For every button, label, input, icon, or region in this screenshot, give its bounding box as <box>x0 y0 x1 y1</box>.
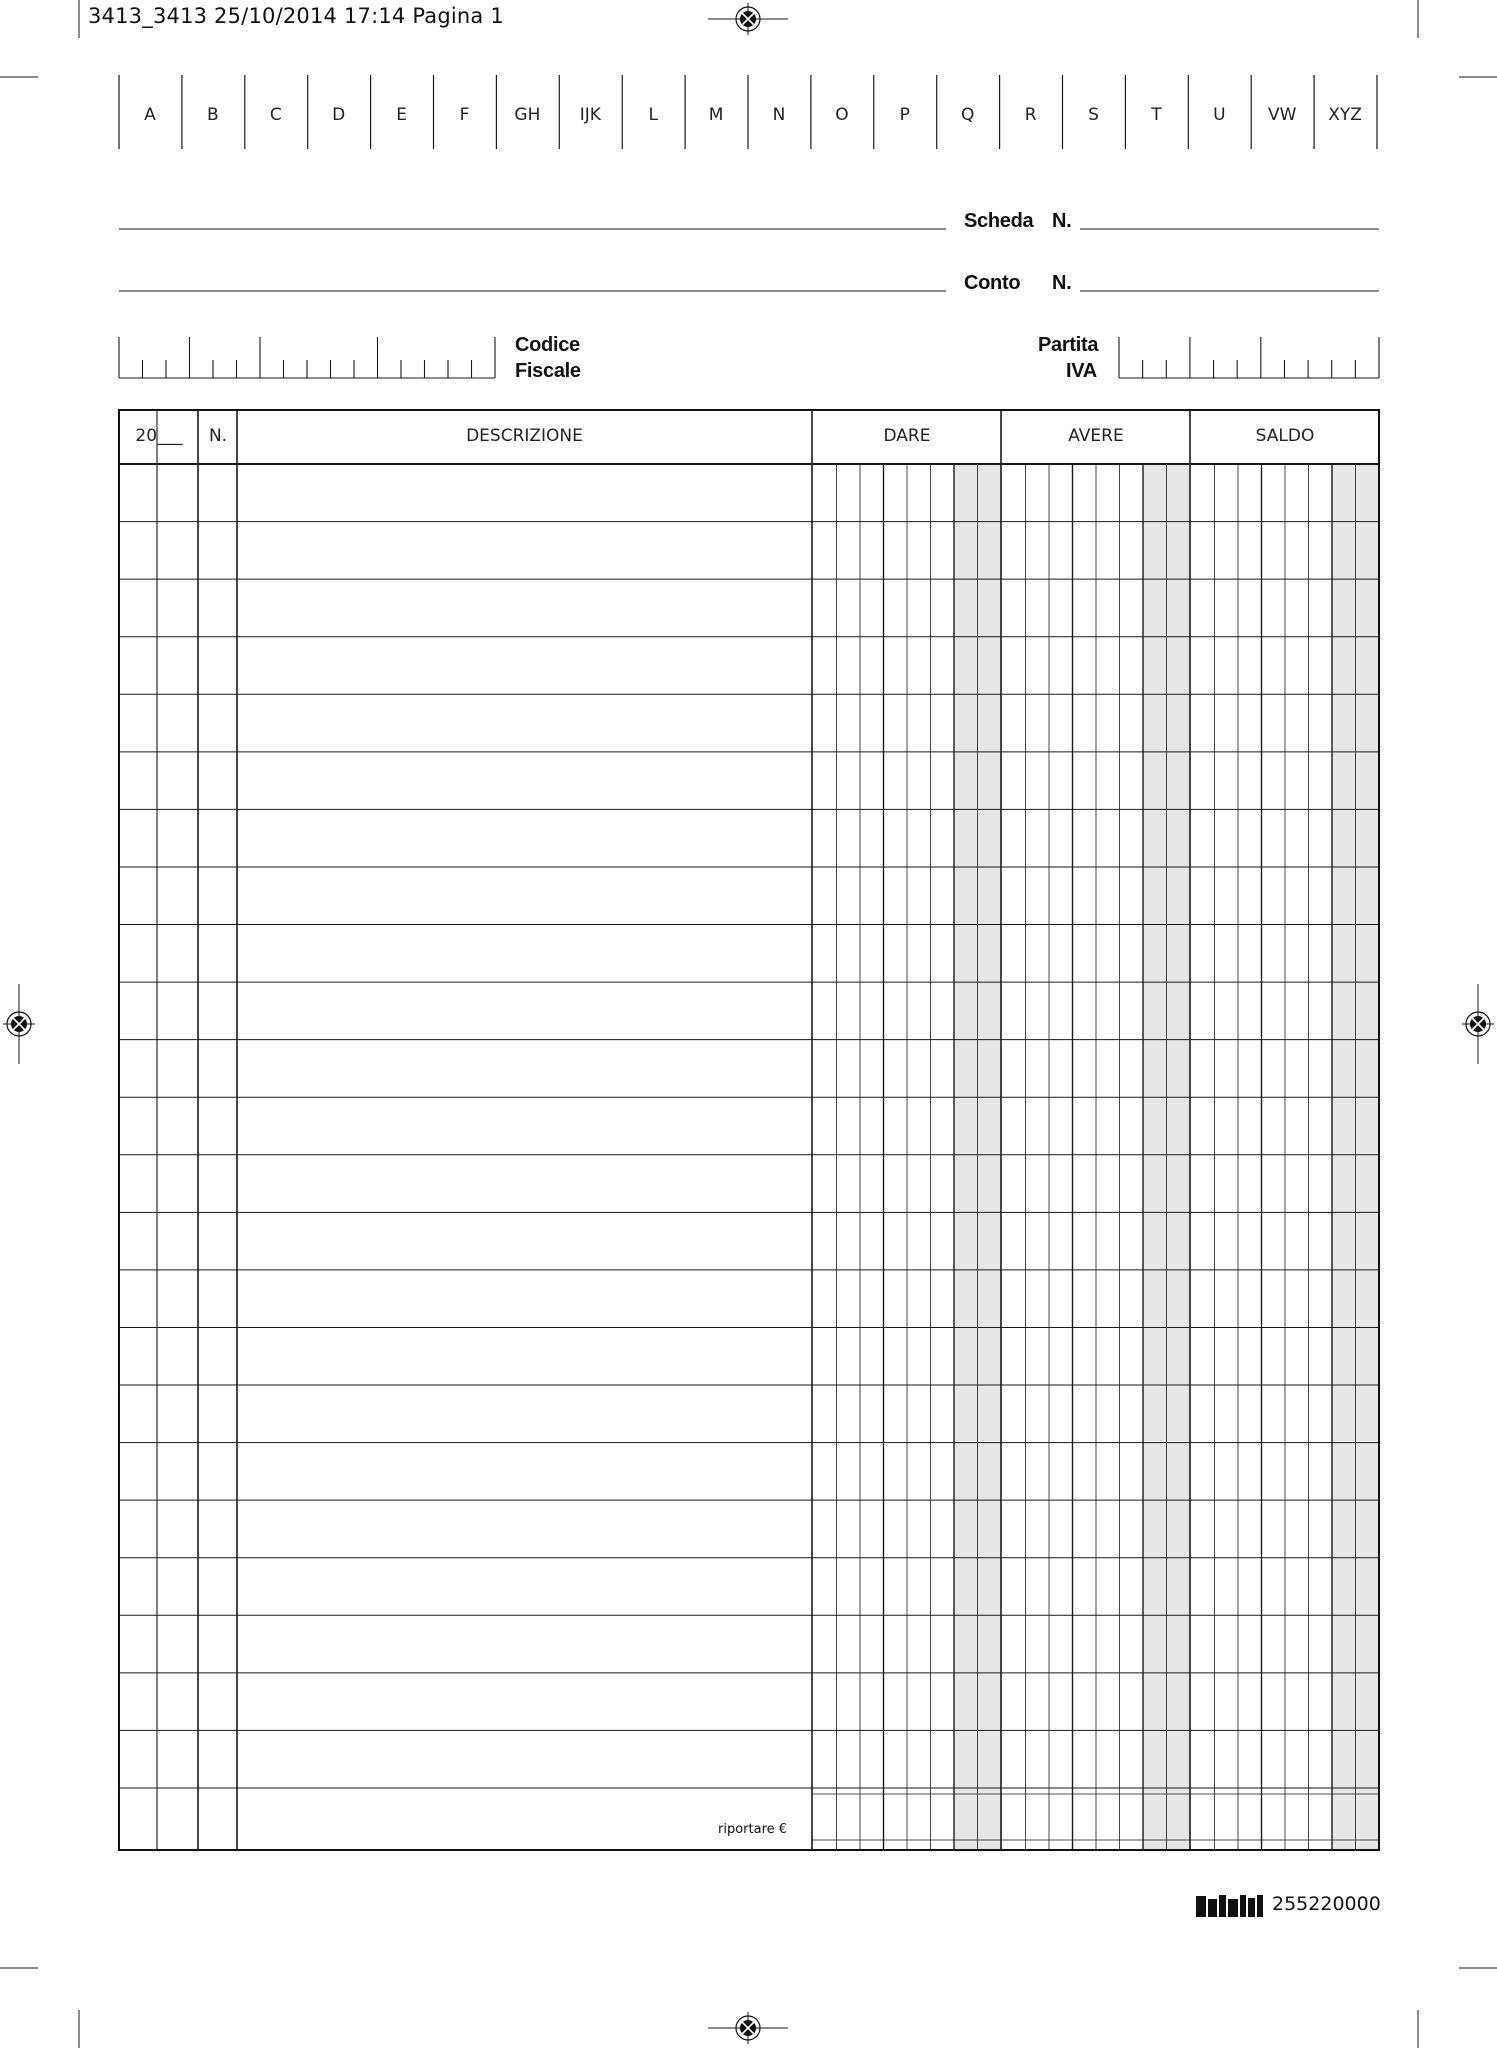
year-column-header: 20___ <box>135 426 183 446</box>
index-letter: B <box>207 105 219 125</box>
index-letter: T <box>1151 105 1162 125</box>
index-letter: N <box>772 105 786 125</box>
partita-label: Partita <box>1038 334 1099 356</box>
index-letter: D <box>332 105 346 125</box>
scheda-number-label: N. <box>1052 210 1072 232</box>
product-code: 255220000 <box>1272 1893 1381 1915</box>
index-letter: VW <box>1267 105 1297 125</box>
index-letter: R <box>1024 105 1037 125</box>
index-letter: Q <box>960 105 975 125</box>
index-letter: E <box>396 105 407 125</box>
conto-label: Conto <box>964 272 1021 294</box>
conto-number-label: N. <box>1052 272 1072 294</box>
avere-column-header: AVERE <box>1068 426 1124 446</box>
index-letter: F <box>459 105 470 125</box>
index-letter: M <box>708 105 724 125</box>
dare-column-header: DARE <box>883 426 931 446</box>
saldo-column-header: SALDO <box>1255 426 1315 446</box>
codice-label: Codice <box>515 334 580 356</box>
index-letter: A <box>144 105 156 125</box>
scheda-label: Scheda <box>964 210 1034 232</box>
brand-logo <box>1196 1893 1264 1919</box>
index-letter: S <box>1088 105 1099 125</box>
index-letter: C <box>269 105 282 125</box>
index-letter: L <box>648 105 658 125</box>
carry-forward-label: riportare € <box>718 1822 788 1837</box>
number-column-header: N. <box>208 426 228 446</box>
index-letter: P <box>899 105 910 125</box>
description-column-header: DESCRIZIONE <box>466 426 583 446</box>
index-letter: GH <box>514 105 541 125</box>
print-header: 3413_3413 25/10/2014 17:14 Pagina 1 <box>88 4 504 28</box>
iva-label: IVA <box>1066 360 1097 382</box>
index-letter: IJK <box>579 105 601 125</box>
index-letter: U <box>1213 105 1226 125</box>
index-letter: O <box>835 105 849 125</box>
fiscale-label: Fiscale <box>515 360 581 382</box>
index-letter: XYZ <box>1328 105 1362 125</box>
